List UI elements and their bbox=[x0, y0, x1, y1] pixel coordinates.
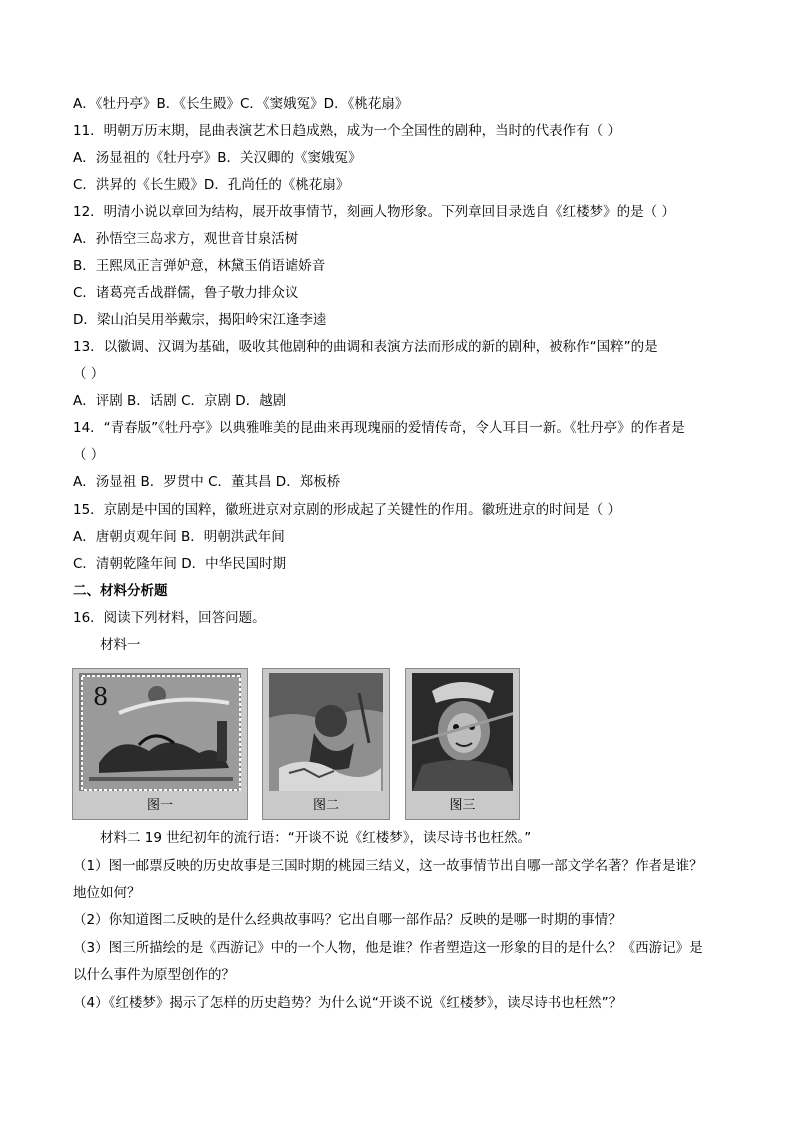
q14-options: A．汤显祖 B．罗贯中 C．董其昌 D．郑板桥 bbox=[73, 474, 341, 490]
q11-options-cd: C．洪昇的《长生殿》D．孔尚任的《桃花扇》 bbox=[73, 177, 350, 193]
q16-stem: 16．阅读下列材料，回答问题。 bbox=[73, 610, 266, 626]
q12-stem: 12．明清小说以章回为结构，展开故事情节，刻画人物形象。下列章回目录选自《红楼梦》的是（ ） bbox=[73, 204, 675, 220]
q13-blank: （ ） bbox=[73, 366, 105, 382]
q12-option-d: D．梁山泊吴用举戴宗，揭阳岭宋江逢李逵 bbox=[73, 312, 327, 328]
section-heading: 二、材料分析题 bbox=[73, 583, 168, 599]
q13-options: A．评剧 B．话剧 C．京剧 D．越剧 bbox=[73, 393, 287, 409]
q10-options: A．《牡丹亭》B．《长生殿》C．《窦娥冤》D．《桃花扇》 bbox=[73, 96, 409, 112]
figure-two bbox=[262, 668, 390, 820]
q15-options-cd: C．清朝乾隆年间 D．中华民国时期 bbox=[73, 556, 287, 572]
q11-options-ab: A．汤显祖的《牡丹亭》B．关汉卿的《窦娥冤》 bbox=[73, 150, 362, 166]
stamp-denomination: 8 bbox=[93, 683, 109, 711]
figure-three bbox=[405, 668, 520, 820]
material-one-figures bbox=[72, 668, 520, 820]
q14-blank: （ ） bbox=[73, 447, 105, 463]
painting-illustration bbox=[269, 673, 383, 791]
q11-stem: 11．明朝万历末期，昆曲表演艺术日趋成熟，成为一个全国性的剧种，当时的代表作有（ ） bbox=[73, 123, 621, 139]
q16-sub1-line2: 地位如何？ bbox=[73, 885, 141, 901]
q16-sub3-line1: （3）图三所描绘的是《西游记》中的一个人物，他是谁？作者塑造这一形象的目的是什么？《西游记》是 bbox=[73, 940, 703, 956]
q15-stem: 15．京剧是中国的国粹，徽班进京对京剧的形成起了关键性的作用。徽班进京的时间是（ ） bbox=[73, 502, 621, 518]
figure-two-caption: 图二 bbox=[312, 798, 339, 813]
figure-one bbox=[72, 668, 248, 820]
portrait-image bbox=[412, 673, 513, 791]
material-one-label: 材料一 bbox=[100, 637, 141, 653]
q16-sub3-line2: 以什么事件为原型创作的？ bbox=[73, 967, 235, 983]
figure-three-caption: 图三 bbox=[449, 798, 476, 813]
q12-option-b: B．王熙凤正言弹妒意，林黛玉俏语谑娇音 bbox=[73, 258, 326, 274]
q13-stem: 13．以徽调、汉调为基础，吸收其他剧种的曲调和表演方法而形成的新的剧种，被称作“国粹”的是 bbox=[73, 339, 658, 355]
q14-stem: 14．“青春版”《牡丹亭》以典雅唯美的昆曲来再现瑰丽的爱情传奇，令人耳目一新。《牡丹亭》的作者是 bbox=[73, 420, 685, 436]
material-two: 材料二 19 世纪初年的流行语：“开谈不说《红楼梦》，读尽诗书也枉然。” bbox=[100, 830, 532, 846]
q16-sub1-line1: （1）图一邮票反映的历史故事是三国时期的桃园三结义，这一故事情节出自哪一部文学名著？作者是谁？ bbox=[73, 858, 703, 874]
painting-image bbox=[269, 673, 383, 791]
stamp-illustration bbox=[79, 673, 241, 791]
q16-sub4: （4）《红楼梦》揭示了怎样的历史趋势？为什么说“开谈不说《红楼梦》，读尽诗书也枉然”？ bbox=[73, 995, 623, 1011]
q12-option-a: A．孙悟空三岛求方，观世音甘泉活树 bbox=[73, 231, 299, 247]
stamp-image bbox=[79, 673, 241, 791]
q12-option-c: C．诸葛亮舌战群儒，鲁子敬力排众议 bbox=[73, 285, 299, 301]
q16-sub2: （2）你知道图二反映的是什么经典故事吗？它出自哪一部作品？反映的是哪一时期的事情？ bbox=[73, 912, 622, 928]
figure-one-caption: 图一 bbox=[146, 798, 173, 813]
q15-options-ab: A．唐朝贞观年间 B．明朝洪武年间 bbox=[73, 529, 285, 545]
portrait-illustration bbox=[412, 673, 513, 791]
